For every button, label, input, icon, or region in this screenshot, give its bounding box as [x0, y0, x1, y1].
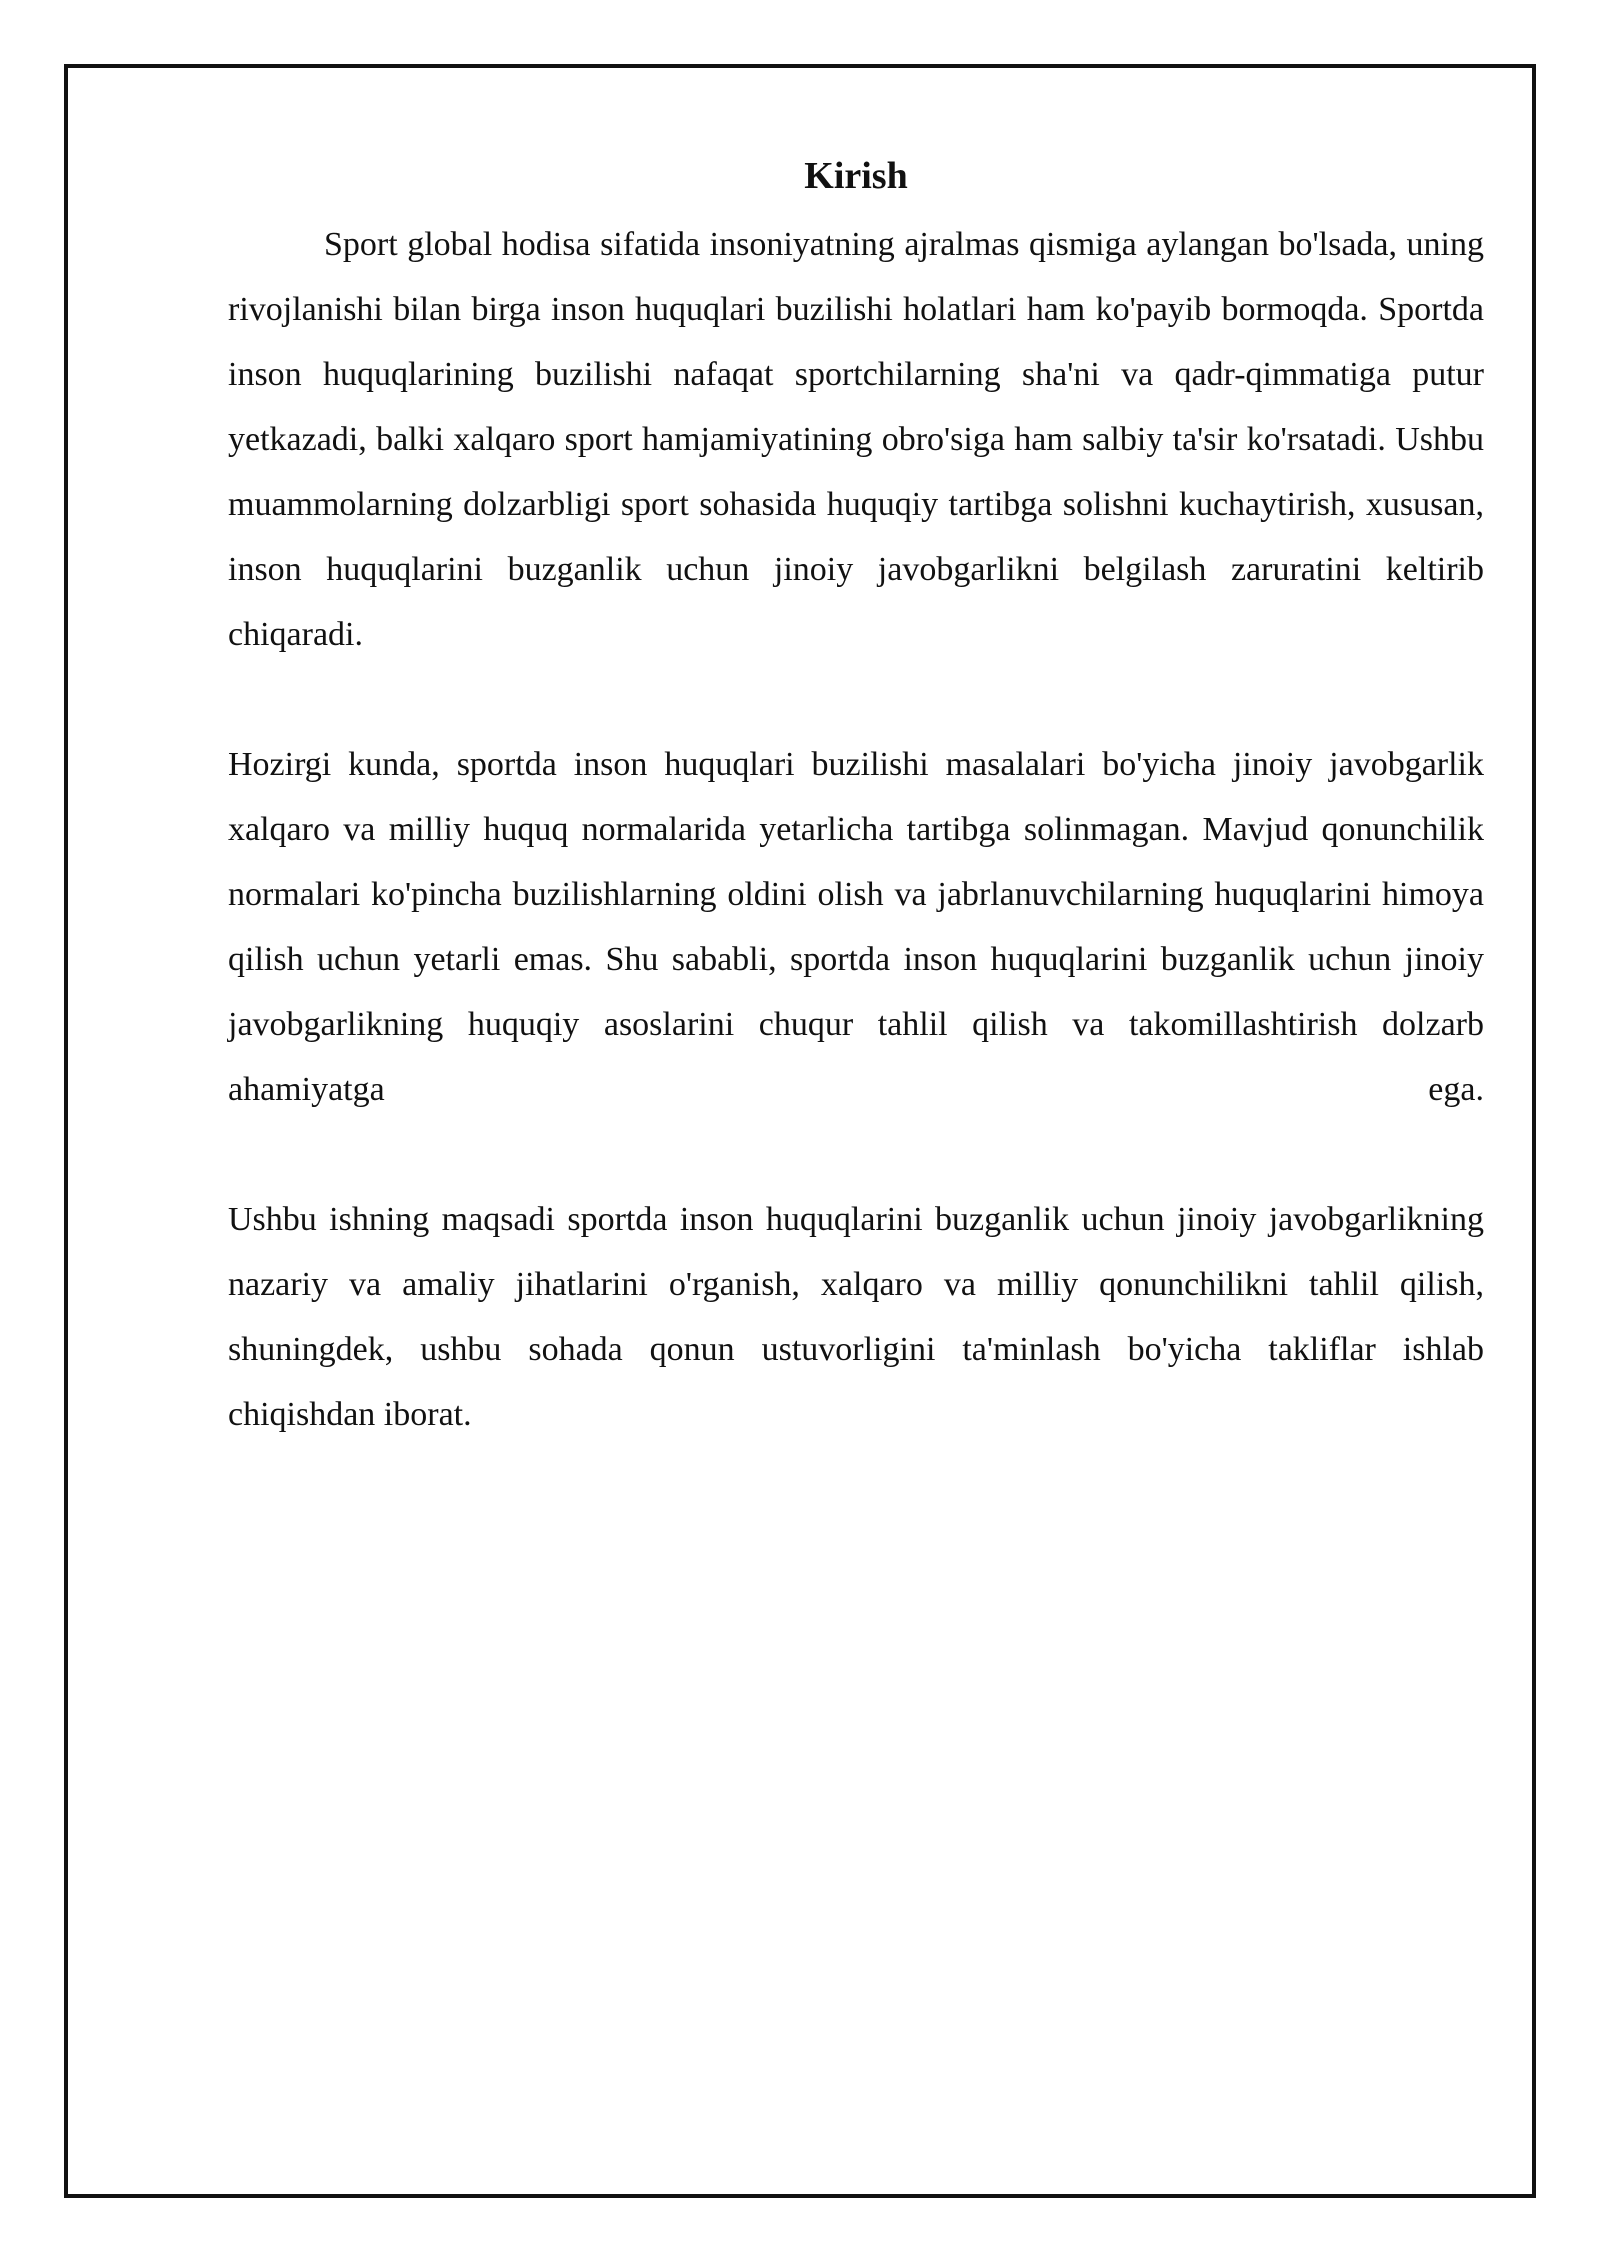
paragraph-purpose: Ushbu ishning maqsadi sportda inson huquqlarini buzganlik uchun jinoiy javobgarlikning nazariy va amaliy jihatlarini o'rganish, xalqaro va milliy qonunchilikni tahlil qilish, shuningdek, ushbu sohada qonun ustuvorligini ta'minlash bo'yicha takliflar ishlab chiqishdan iborat.	[228, 1201, 1484, 1433]
page-title: Kirish	[804, 155, 908, 197]
document-body	[228, 150, 1484, 1447]
paragraph-spacer	[228, 667, 1484, 732]
paragraph-spacer	[228, 1122, 1484, 1187]
paragraph-current-situation: Hozirgi kunda, sportda inson huquqlari buzilishi masalalari bo'yicha jinoiy javobgarlik xalqaro va milliy huquq normalarida yetarlicha tartibga solinmagan. Mavjud qonunchilik normalari ko'pincha buzilishlarning oldini olish va jabrlanuvchilarning huquqlarini himoya qilish uchun yetarli emas. Shu sababli, sportda inson huquqlarini buzganlik uchun jinoiy javobgarlikning huquqiy asoslarini chuqur tahlil qilish va takomillashtirish dolzarb ahamiyatga ega.	[228, 746, 1484, 1108]
paragraph-introduction: Sport global hodisa sifatida insoniyatning ajralmas qismiga aylangan bo'lsada, uning rivojlanishi bilan birga inson huquqlari buzilishi holatlari ham ko'payib bormoqda. Sportda inson huquqlarining buzilishi nafaqat sportchilarning sha'ni va qadr-qimmatiga putur yetkazadi, balki xalqaro sport hamjamiyatining obro'siga ham salbiy ta'sir ko'rsatadi. Ushbu muammolarning dolzarbligi sport sohasida huquqiy tartibga solishni kuchaytirish, xususan, inson huquqlarini buzganlik uchun jinoiy javobgarlikni belgilash zaruratini keltirib chiqaradi.	[228, 226, 1484, 653]
